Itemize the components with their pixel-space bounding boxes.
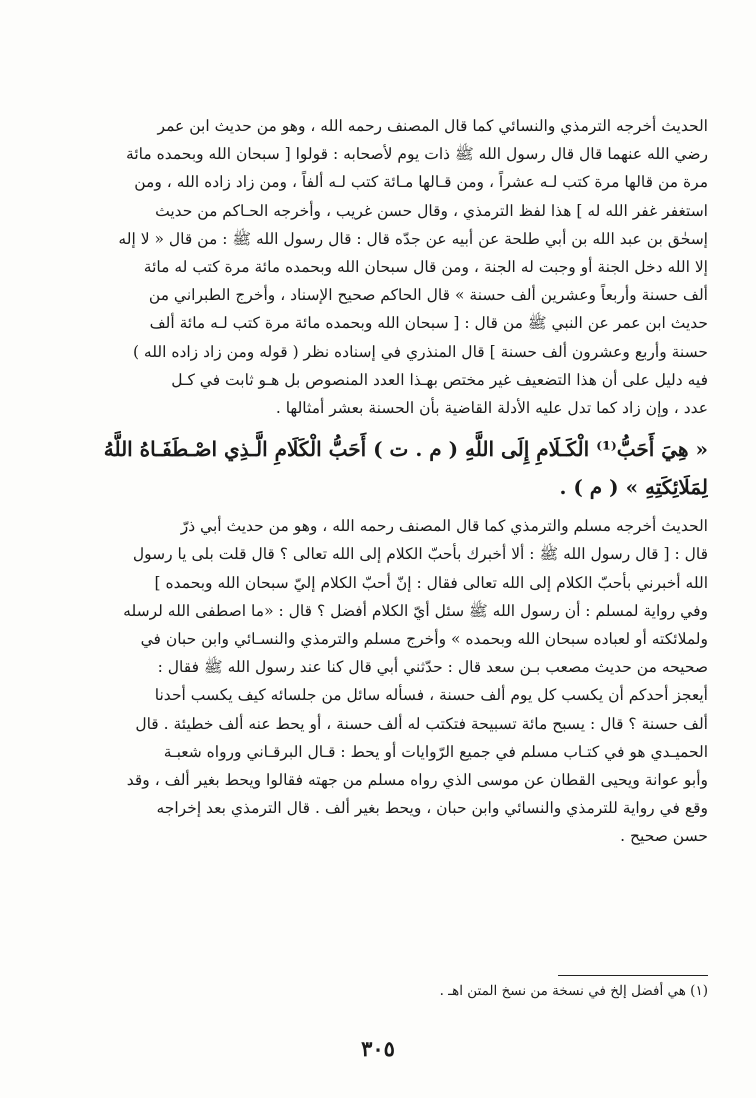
text-line: عدد ، وإن زاد كما تدل عليه الأدلة القاضية بأن الحسنة بعشر أمثالها . [275, 399, 708, 418]
text-line: فيه دليل على أن هذا التضعيف غير مختص بهـذا العدد المنصوص بل هـو ثابت في كـل [171, 370, 708, 389]
text-line: وقع في رواية للترمذي والنسائي وابن حبان ، ويحط بغير ألف . قال الترمذي بعد إخراجه [156, 799, 708, 818]
text-line: استغفر غفر الله له ] هذا لفظ الترمذي ، وقال حسن غريب ، وأخرجه الحـاكم من حديث [155, 201, 708, 220]
text-line: أيعجز أحدكم أن يكسب كل يوم ألف حسنة ، فسأله سائل من جلسائه كيف يكسب أحدنا [154, 686, 708, 705]
text-line: حسن صحيح . [620, 827, 708, 846]
text-line: وأبو عوانة ويحيى القطان عن موسى الذي رواه مسلم من جهته فقالوا ويحط بغير ألف ، وقد [126, 771, 708, 790]
text-line: الحديث أخرجه الترمذي والنسائي كما قال المصنف رحمه الله ، وهو من حديث ابن عمر [157, 117, 708, 135]
text-line: الله أخبرني بأحبّ الكلام إلى الله تعالى فقال : إنّ أحبّ الكلام إليّ سبحان الله وبحمده ] [154, 573, 708, 592]
text-line: ألف حسنة ؟ قال : يسبح مائة تسبيحة فتكتب له ألف حسنة ، أو يحط عنه ألف خطيئة . قال [135, 714, 708, 733]
text-line: حديث ابن عمر عن النبي ﷺ من قال : [ سبحان الله وبحمده مائة مرة كتب لـه مائة ألف [149, 314, 708, 333]
text-line: وفي رواية لمسلم : أن رسول الله ﷺ سئل أيّ الكلام أفضل ؟ قال : «ما اصطفى الله لرسله [123, 601, 708, 620]
body-text [78, 112, 708, 851]
text-line: رضي الله عنهما قال قال رسول الله ﷺ ذات يوم لأصحابه : قولوا [ سبحان الله وبحمده مائة [126, 145, 708, 164]
text-line: ألف حسنة وأربعاً وعشرين ألف حسنة » قال الحاكم صحيح الإسناد ، وأخرج الطبراني من [148, 286, 708, 305]
text-line: حسنة وأربع وعشرون ألف حسنة ] قال المنذري في إسناده نظر ( قوله ومن زاد زاده الله ) [132, 342, 708, 361]
text-line: ولملائكته أو لعباده سبحان الله وبحمده » وأخرج مسلم والترمذي والنسـائي وابن حبان في [140, 630, 708, 649]
text-line: الحميـدي هو في كتـاب مسلم في جميع الرّوايات أو يحط : قـال البرقـاني ورواه شعبـة [163, 742, 708, 761]
matn-line: لِمَلَائِكَتِهِ » ( م ) . [559, 475, 708, 500]
footnote: (١) هي أفضل إلخ في نسخة من نسخ المتن اهـ . [439, 983, 708, 999]
text-line: صحيحه من حديث مصعب بـن سعد قال : حدّثني أبي قال كنا عند رسول الله ﷺ فقال : [157, 658, 708, 677]
hadith-matn [78, 430, 708, 506]
footnote-divider [558, 975, 708, 976]
matn-line: « هِيَ أَحَبُّ⁽¹⁾ الْكَـلَامِ إِلَى اللَّهِ ( م . ت ) أَحَبُّ الْكَلَامِ الَّـذِي اصْـطَفَـاهُ اللَّهُ [103, 437, 708, 462]
text-line: إسحٰق بن عبد الله بن أبي طلحة عن أبيه عن جدّه قال : قال رسول الله ﷺ : من قال « لا إله [118, 229, 708, 248]
commentary-paragraph-2 [78, 512, 708, 850]
text-line: إلا الله دخل الجنة أو وجبت له الجنة ، ومن قال سبحان الله وبحمده مائة مرة كتب له مائة [143, 258, 708, 277]
text-line: مرة من قالها مرة كتب لـه عشراً ، ومن قـالها مـائة كتب لـه ألفاً ، ومن زاد زاده الله ، ومن [134, 173, 708, 192]
commentary-paragraph-1 [78, 112, 708, 422]
page-number: ٣٠٥ [361, 1036, 395, 1061]
text-line: قال : [ قال رسول الله ﷺ : ألا أخبرك بأحبّ الكلام إلى الله تعالى ؟ قال قلت بلى يا رسول [132, 545, 708, 564]
text-line: الحديث أخرجه مسلم والترمذي كما قال المصنف رحمه الله ، وهو من حديث أبي ذرّ [180, 517, 708, 536]
